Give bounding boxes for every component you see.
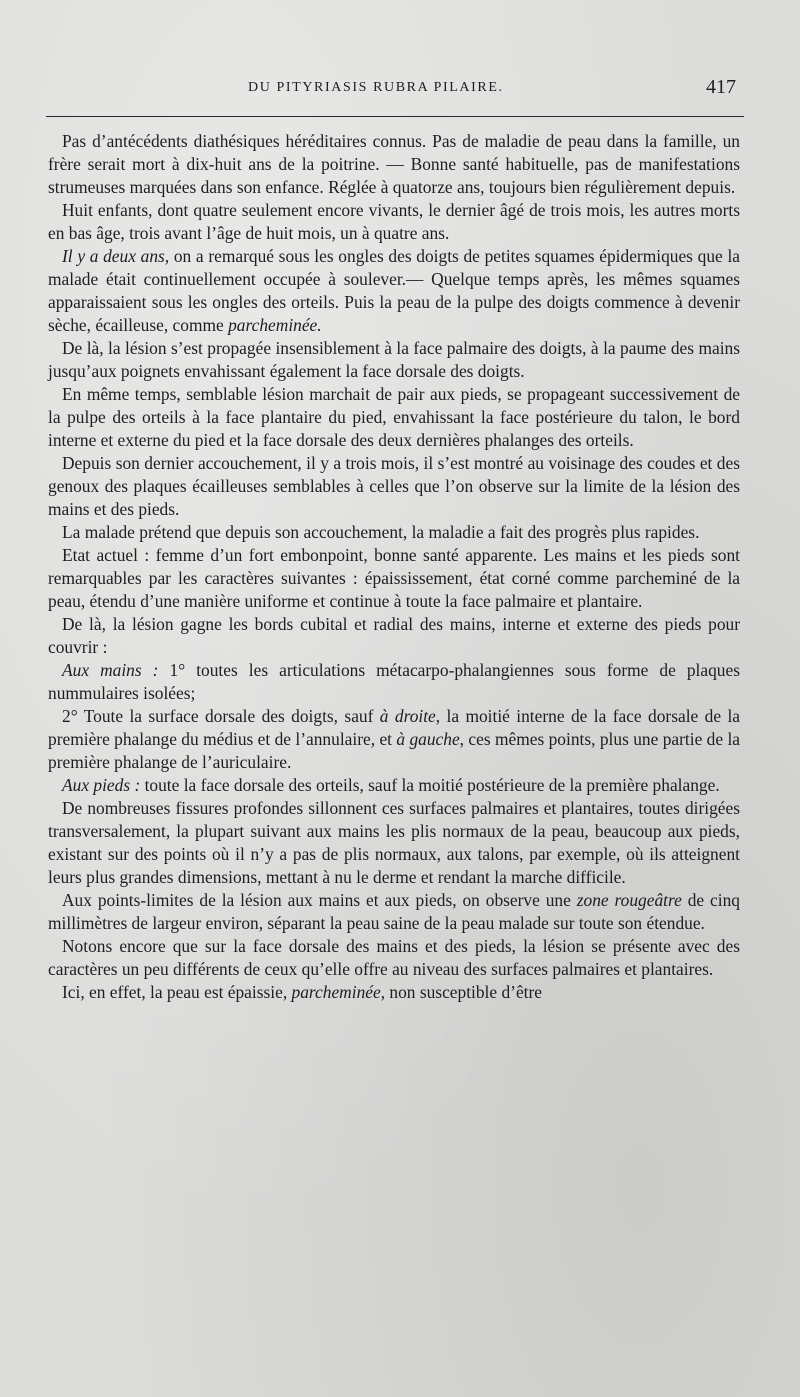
italic-text: à droite — [379, 706, 436, 726]
paragraph — [48, 245, 740, 337]
page-number: 417 — [706, 76, 736, 98]
paragraph — [48, 452, 740, 521]
text-run: Depuis son dernier accouchement, il y a trois mois, il s’est montré au voisinage des coudes et des genoux des plaques écailleuses semblables à celles que l’on observe sur la limite de la lésion des mains et des pieds. — [48, 453, 740, 519]
text-run: Notons encore que sur la face dorsale des mains et des pieds, la lésion se présente avec des caractères un peu différents de ceux qu’elle offre au niveau des surfaces palmaires et plantaires. — [48, 936, 740, 979]
text-run: 1° toutes les articulations métacarpo-phalangiennes sous forme de plaques nummulaires isolées; — [48, 660, 740, 703]
paragraph — [48, 613, 740, 659]
text-run: Etat actuel : femme d’un fort embonpoint, bonne santé apparente. Les mains et les pieds sont remarquables par les caractères suivantes : épaississement, état corné comme parcheminé de la peau, étendu d’une manière uniforme et continue à toute la face palmaire et plantaire. — [48, 545, 740, 611]
running-title: DU PITYRIASIS RUBRA PILAIRE. — [248, 80, 504, 95]
italic-text: Aux mains : — [62, 660, 159, 680]
header-rule — [46, 116, 744, 117]
paragraph — [48, 981, 740, 1004]
italic-text: zone rougeâtre — [576, 890, 682, 910]
paragraph — [48, 797, 740, 889]
text-run: 2° Toute la surface dorsale des doigts, sauf — [62, 706, 380, 726]
text-run: Ici, en effet, la peau est épaissie, — [62, 982, 292, 1002]
text-run: Aux points-limites de la lésion aux mains et aux pieds, on observe une — [62, 890, 577, 910]
paragraph — [48, 337, 740, 383]
text-run: on a remarqué sous les ongles des doigts de petites squames épidermiques que la malade était continuellement occupée à soulever.— Quelque temps après, les mêmes squames apparaissaient sous les ongles des orteils. Puis la peau de la pulpe des doigts commence à devenir sèche, écailleuse, comme — [48, 246, 740, 335]
text-run: toute la face dorsale des orteils, sauf la moitié postérieure de la première phalange. — [140, 775, 720, 795]
body-text — [48, 130, 740, 1004]
italic-text: à gauche — [396, 729, 460, 749]
italic-text: Il y a deux ans, — [62, 246, 170, 266]
paragraph — [48, 544, 740, 613]
italic-text: parcheminée. — [228, 315, 322, 335]
italic-text: parcheminée — [291, 982, 381, 1002]
page-header — [48, 78, 738, 102]
paragraph — [48, 199, 740, 245]
text-run: En même temps, semblable lésion marchait de pair aux pieds, se propageant successivement de la pulpe des orteils à la face plantaire du pied, envahissant la face postérieure du talon, le bord interne et externe du pied et la face dorsale des deux dernières phalanges des orteils. — [48, 384, 740, 450]
text-run: , la moitié interne de la face dorsale de la première phalange du médius et de l’annulaire, et — [48, 706, 740, 749]
text-run: La malade prétend que depuis son accouchement, la maladie a fait des progrès plus rapides. — [62, 522, 700, 542]
paragraph — [48, 521, 740, 544]
text-run: De là, la lésion s’est propagée insensiblement à la face palmaire des doigts, à la paume des mains jusqu’aux poignets envahissant également la face dorsale des doigts. — [48, 338, 740, 381]
text-run: Pas d’antécédents diathésiques héréditaires connus. Pas de maladie de peau dans la famille, un frère serait mort à dix-huit ans de la poitrine. — Bonne santé habituelle, pas de manifestations strumeuses marquées dans son enfance. Réglée à quatorze ans, toujours bien régulièrement depuis. — [48, 131, 740, 197]
paragraph — [48, 935, 740, 981]
text-run: , non susceptible d’être — [380, 982, 542, 1002]
text-run: De nombreuses fissures profondes sillonnent ces surfaces palmaires et plantaires, toutes dirigées transversalement, la plupart suivant aux mains les plis normaux de la peau, beaucoup aux pieds, existant sur des points où il n’y a pas de plis normaux, aux talons, par exemple, où ils atteignent leurs plus grandes dimensions, mettant à nu le derme et rendant la marche difficile. — [48, 798, 740, 887]
paragraph — [48, 889, 740, 935]
paragraph — [48, 774, 740, 797]
text-run: , ces mêmes points, plus une partie de la première phalange de l’auriculaire. — [48, 729, 740, 772]
paragraph — [48, 130, 740, 199]
paragraph — [48, 705, 740, 774]
text-run: de cinq millimètres de largeur environ, séparant la peau saine de la peau malade sur toute son étendue. — [48, 890, 740, 933]
text-run: De là, la lésion gagne les bords cubital et radial des mains, interne et externe des pieds pour couvrir : — [48, 614, 740, 657]
paragraph — [48, 383, 740, 452]
italic-text: Aux pieds : — [62, 775, 141, 795]
text-run: Huit enfants, dont quatre seulement encore vivants, le dernier âgé de trois mois, les autres morts en bas âge, trois avant l’âge de huit mois, un à quatre ans. — [48, 200, 740, 243]
paragraph — [48, 659, 740, 705]
